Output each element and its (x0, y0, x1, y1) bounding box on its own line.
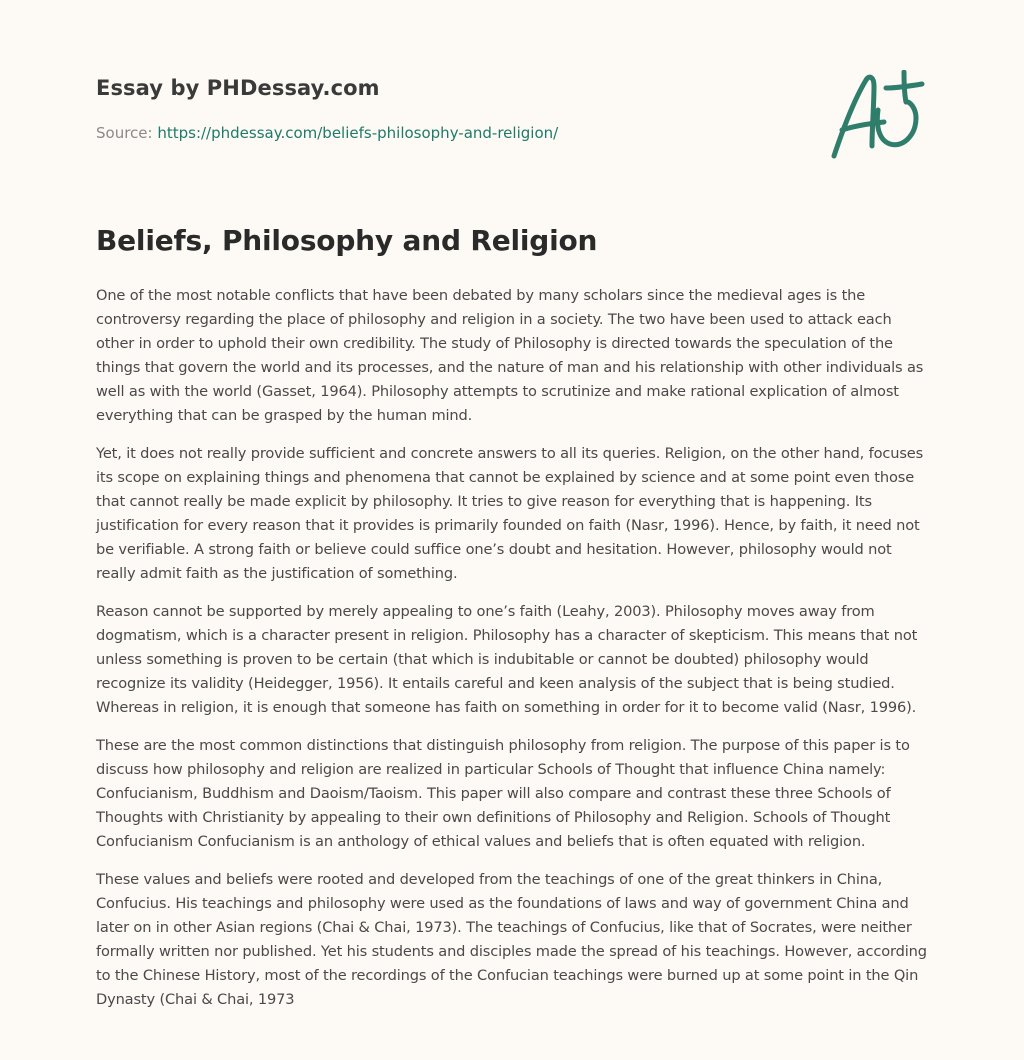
essay-paragraph: These values and beliefs were rooted and developed from the teachings of one of the great thinkers in China, Confucius. His teachings and philosophy were used as the foundations of laws and way of government China and later on in other Asian regions (Chai & Chai, 1973). The teachings of Confucius, like that of Socrates, were neither formally written nor published. Yet his students and disciples made the spread of his teachings. However, according to the Chinese History, most of the recordings of the Confucian teachings were burned up at some point in the Qin Dynasty (Chai & Chai, 1973 (96, 871, 927, 1008)
source-line (96, 124, 558, 142)
a-plus-logo-icon (828, 70, 928, 162)
essay-paragraph: These are the most common distinctions that distinguish philosophy from religion. The purpose of this paper is to discuss how philosophy and religion are realized in particular Schools of Thought that influence China namely: Confucianism, Buddhism and Daoism/Taoism. This paper will also compare and contrast these three Schools of Thoughts with Christianity by appealing to their own definitions of Philosophy and Religion. Schools of Thought Confucianism Confucianism is an anthology of ethical values and beliefs that is often equated with religion. (96, 737, 910, 850)
source-link[interactable]: https://phdessay.com/beliefs-philosophy-and-religion/ (157, 124, 559, 142)
essay-paragraph: One of the most notable conflicts that have been debated by many scholars since the medieval ages is the controversy regarding the place of philosophy and religion in a society. The two have been used to attack each other in order to uphold their own credibility. The study of Philosophy is directed towards the speculation of the things that govern the world and its processes, and the nature of man and his relationship with other individuals as well as with the world (Gasset, 1964). Philosophy attempts to scrutinize and make rational explication of almost everything that can be grasped by the human mind. (96, 287, 924, 424)
essay-paragraph: Reason cannot be supported by merely appealing to one’s faith (Leahy, 2003). Philosophy moves away from dogmatism, which is a character present in religion. Philosophy has a character of skepticism. This means that not unless something is proven to be certain (that which is indubitable or cannot be doubted) philosophy would recognize its validity (Heidegger, 1956). It entails careful and keen analysis of the subject that is being studied. Whereas in religion, it is enough that someone has faith on something in order for it to become valid (Nasr, 1996). (96, 603, 918, 716)
essay-body (96, 284, 930, 1026)
site-title: Essay by PHDessay.com (96, 76, 380, 100)
essay-title: Beliefs, Philosophy and Religion (96, 224, 598, 257)
essay-paragraph: Yet, it does not really provide sufficient and concrete answers to all its queries. Religion, on the other hand, focuses its scope on explaining things and phenomena that cannot be explained by science and at some point even those that cannot really be made explicit by philosophy. It tries to give reason for everything that is happening. Its justification for every reason that it provides is primarily founded on faith (Nasr, 1996). Hence, by faith, it need not be verifiable. A strong faith or believe could suffice one’s doubt and hesitation. However, philosophy would not really admit faith as the justification of something. (96, 445, 924, 582)
source-label: Source: (96, 124, 158, 142)
page-header (96, 0, 928, 200)
